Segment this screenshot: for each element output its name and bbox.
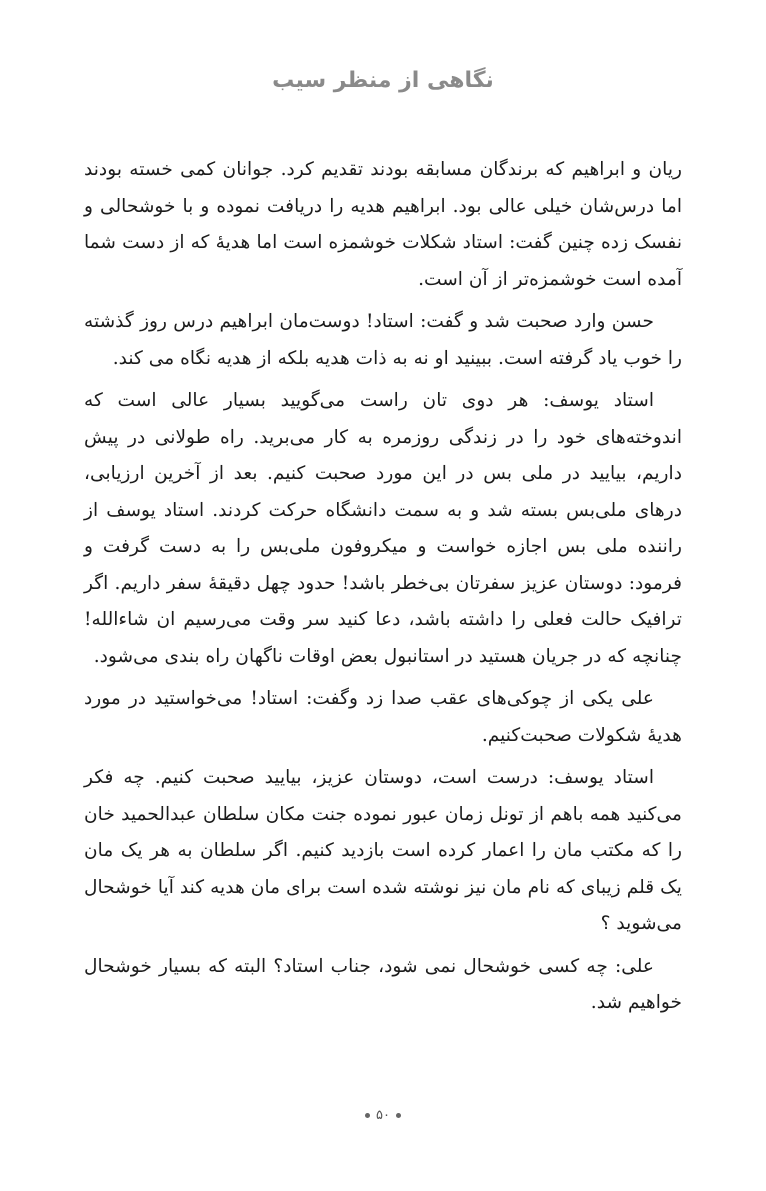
paragraph-3: استاد یوسف: هر دوی تان راست می‌گویید بسیار عالی است که اندوخته‌های خود را در زندگی روزمره به کار می‌برید. راه طولانی در پیش داریم، بیایید در ملی بس در این مورد صحبت کنیم. بعد از آخرین ارزیابی، درهای ملی‌بس بسته شد و به سمت دانشگاه حرکت کردند. استاد یوسف از راننده ملی بس اجازه خواست و میکروفون ملی‌بس را به دست گرفت و فرمود: دوستان عزیز سفرتان بی‌خطر باشد! حدود چهل دقیقهٔ سفر داریم. اگر ترافیک حالت فعلی را داشته باشد، دعا کنید سر وقت می‌رسیم ان شاءالله! چنانچه که در جریان هستید در استانبول بعض اوقات ناگهان راه بندی می‌شود. [84,390,682,667]
bullet-dot-icon [365,1113,370,1118]
bullet-dot-icon [396,1113,401,1118]
page-footer [0,1106,766,1126]
running-head-title: نگاهی از منظر سیب [272,68,494,93]
paragraph-4: علی یکی از چوکی‌های عقب صدا زد وگفت: استاد! می‌خواستید در مورد هدیهٔ شکولات صحبت‌کنیم. [84,688,682,746]
paragraph-5: استاد یوسف: درست است، دوستان عزیز، بیایید صحبت کنیم. چه فکر می‌کنید همه باهم از تونل زمان عبور نموده جنت مکان سلطان عبدالحمید خان را که مکتب مان را اعمار کرده است بازدید کنیم. اگر سلطان به هر یک مان یک قلم زیبای که نام مان نیز نوشته شده است برای مان هدیه کند آیا خوشحال می‌شوید ؟ [84,767,682,934]
paragraph-2: حسن وارد صحبت شد و گفت: استاد! دوست‌مان ابراهیم درس روز گذشته را خوب یاد گرفته است. ببینید او نه به ذات هدیه بلکه از هدیه نگاه می کند. [84,311,682,369]
paragraph-1: ریان و ابراهیم که برندگان مسابقه بودند تقدیم کرد. جوانان کمی خسته بودند اما درس‌شان خیلی عالی بود. ابراهیم هدیه را دریافت نموده و با خوشحالی و نفسک زده چنین گفت: استاد شکلات خوشمزه است اما هدیهٔ که از دست شما آمده است خوشمزه‌تر از آن است. [84,159,682,290]
paragraph-6: علی: چه کسی خوشحال نمی شود، جناب استاد؟ البته که بسیار خوشحال خواهیم شد. [84,955,682,1013]
body-text [84,152,682,1028]
page-number: ۵۰ [376,1108,390,1123]
